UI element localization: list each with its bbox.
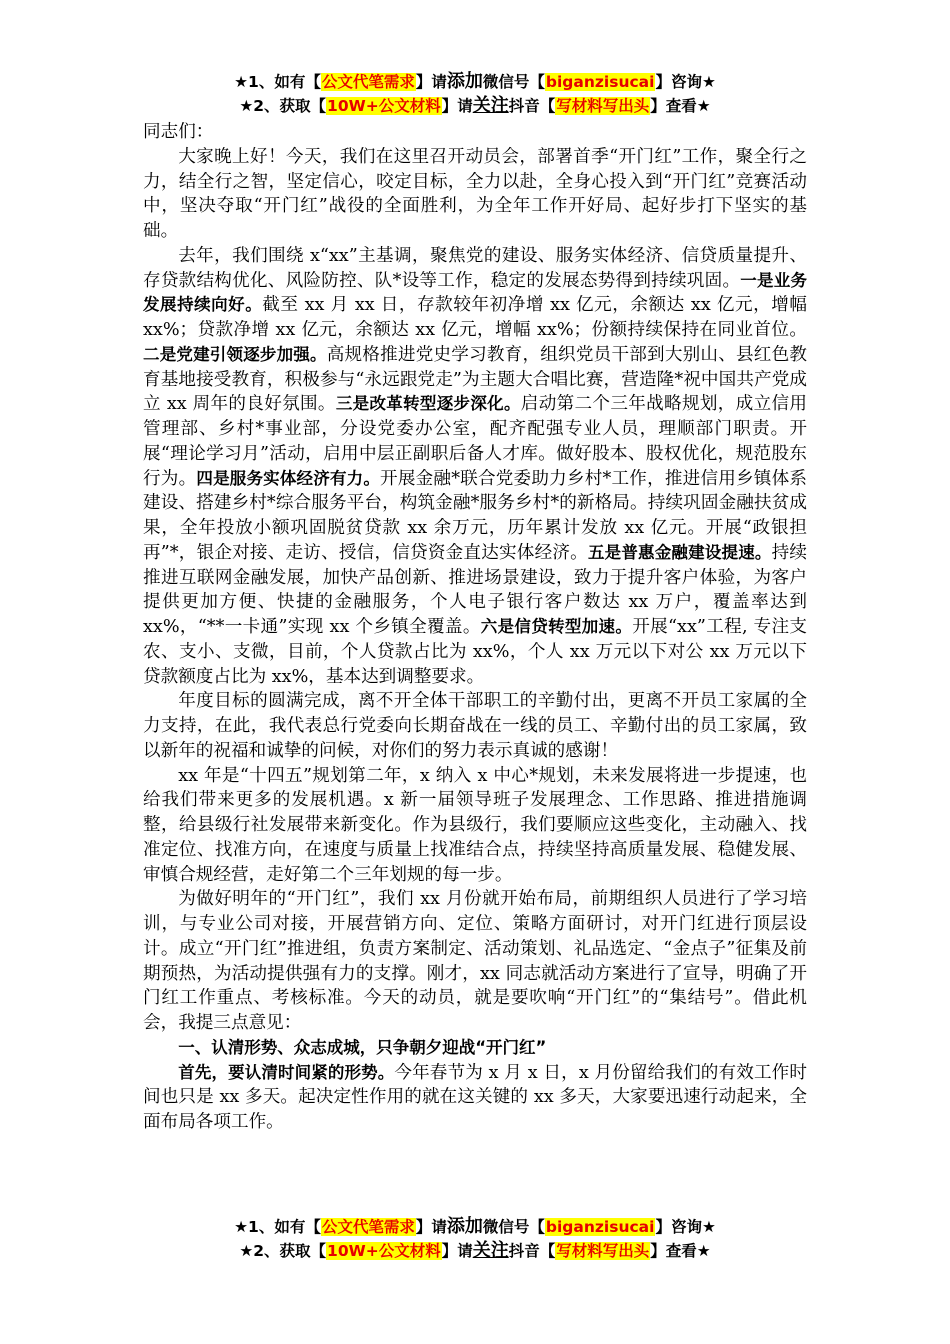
bottom-banner <box>0 1215 950 1263</box>
paragraph-situation: 首先，要认清时间紧的形势。今年春节为 x 月 x 日，x 月份留给我们的有效工作时间也只是 xx 多天。起决定性作用的就在这关键的 xx 多天，大家要迅速行动起来，全面布局各项工作。 <box>143 1062 808 1132</box>
banner-line-2: ★2、获取【10W+公文材料】请关注抖音【写材料写出头】查看★ <box>239 1240 711 1261</box>
star-icon: ★ <box>234 1218 249 1236</box>
highlight-heading: 首先，要认清时间紧的形势。 <box>178 1062 395 1082</box>
paragraph-outlook: xx 年是“十四五”规划第二年，x 纳入 x 中心*规划，未来发展将进一步提速，也给我们带来更多的发展机遇。x 新一届领导班子发展理念、工作思路、推进措施调整，给县级行社发展带来新变化。作为县级行，我们要顺应这些变化，主动融入、找准定位、找准方向，在速度与质量上找准结合点，持续坚持高质量发展、稳健发展、审慎合规经营，走好第二个三年划规的每一步。 <box>143 765 807 885</box>
highlight-service: 公文代笔需求 <box>321 1218 415 1236</box>
banner-line-1: ★1、如有【公文代笔需求】请添加微信号【biganzisucai】咨询★ <box>234 71 716 92</box>
highlight-heading: 一是业务发展持续向好。 <box>143 270 807 315</box>
highlight-wechat-id: biganzisucai <box>545 1218 655 1236</box>
section-heading: 一、认清形势、众志成城，只争朝夕迎战“开门红” <box>178 1037 547 1057</box>
star-icon: ★ <box>239 97 254 115</box>
paragraph-opening: 大家晚上好！今天，我们在这里召开动员会，部署首季“开门红”工作，聚全行之力，结全行之智，坚定信心，咬定目标，全力以赴，全身心投入到“开门红”竞赛活动中，坚决夺取“开门红”战役的全面胜利，为全年工作开好局、起好步打下坚实的基础。 <box>143 146 807 241</box>
speech-body <box>143 120 807 1135</box>
banner-line-2: ★2、获取【10W+公文材料】请关注抖音【写材料写出头】查看★ <box>239 95 711 116</box>
highlight-heading: 三是改革转型逐步深化。 <box>335 394 521 414</box>
highlight-heading: 五是普惠金融建设提速。 <box>587 542 772 562</box>
paragraph-preparation: 为做好明年的“开门红”，我们 xx 月份就开始布局，前期组织人员进行了学习培训，与专业公司对接，开展营销方向、定位、策略方面研讨，对开门红进行顶层设计。成立“开门红”推进组，负责方案制定、活动策划、礼品选定、“金点子”征集及前期预热，为活动提供强有力的支撑。刚才，xx 同志就活动方案进行了宣导，明确了开门红工作重点、考核标准。今天的动员，就是要吹响“开门红”的“集结号”。借此机会，我提三点意见： <box>143 889 807 1033</box>
paragraph-thanks: 年度目标的圆满完成，离不开全体干部职工的辛勤付出，更离不开员工家属的全力支持，在此，我代表总行党委向长期奋战在一线的员工、辛勤付出的员工家属，致以新年的祝福和诚挚的问候，对你们的努力表示真诚的感谢！ <box>143 691 807 761</box>
highlight-service: 公文代笔需求 <box>321 73 415 91</box>
paragraph-review: 去年，我们围绕 x“xx”主基调，聚焦党的建设、服务实体经济、信贷质量提升、存贷款结构优化、风险防控、队*设等工作，稳定的发展态势得到持续巩固。一是业务发展持续向好。截至 xx 月 xx 日，存款较年初净增 xx 亿元，余额达 xx 亿元，增幅 xx%；贷款净增 xx 亿元，余额达 xx 亿元，增幅 xx%；份额持续保持在同业首位。二是党建引领逐步加强。高规格推进党史学习教育，组织党员干部到大别山、县红色教育基地接受教育，积极参与“永远跟党走”为主题大合唱比赛，营造隆*祝中国共产党成立 xx 周年的良好氛围。三是改革转型逐步深化。启动第二个三年战略规划，成立信用管理部、乡村*事业部，分设党委办公室，配齐配强专业人员，理顺部门职责。开展“理论学习月”活动，启用中层正副职后备人才库。做好股本、股权优化，规范股东行为。四是服务实体经济有力。开展金融*联合党委助力乡村*工作，推进信用乡镇体系建设、搭建乡村*综合服务平台，构筑金融*服务乡村*的新格局。持续巩固金融扶贫成果，全年投放小额巩固脱贫贷款 xx 余万元，历年累计发放 xx 亿元。开展“政银担再”*，银企对接、走访、授信，信贷资金直达实体经济。五是普惠金融建设提速。持续推进互联网金融发展，加快产品创新、推进场景建设，致力于提升客户体验，为客户提供更加方便、快捷的金融服务，个人电子银行客户数达 xx 万户，覆盖率达到 xx%，“**一卡通”实现 xx 个乡镇全覆盖。六是信贷转型加速。开展“xx”工程, 专注支农、支小、支微，目前，个人贷款占比为 xx%，个人 xx 万元以下对公 xx 万元以下贷款额度占比为 xx%，基本达到调整要求。 <box>143 245 807 687</box>
highlight-materials: 10W+公文材料 <box>327 1242 441 1260</box>
star-icon: ★ <box>239 1242 254 1260</box>
top-banner <box>0 70 950 118</box>
highlight-materials: 10W+公文材料 <box>327 97 441 115</box>
highlight-heading: 四是服务实体经济有力。 <box>196 468 381 488</box>
highlight-wechat-id: biganzisucai <box>545 73 655 91</box>
banner-line-1: ★1、如有【公文代笔需求】请添加微信号【biganzisucai】咨询★ <box>234 1216 716 1237</box>
star-icon: ★ <box>234 73 249 91</box>
salutation: 同志们： <box>143 122 214 142</box>
highlight-douyin: 写材料写出头 <box>556 1242 650 1260</box>
highlight-heading: 六是信贷转型加速。 <box>480 617 633 636</box>
highlight-douyin: 写材料写出头 <box>556 97 650 115</box>
highlight-heading: 二是党建引领逐步加强。 <box>143 344 327 364</box>
